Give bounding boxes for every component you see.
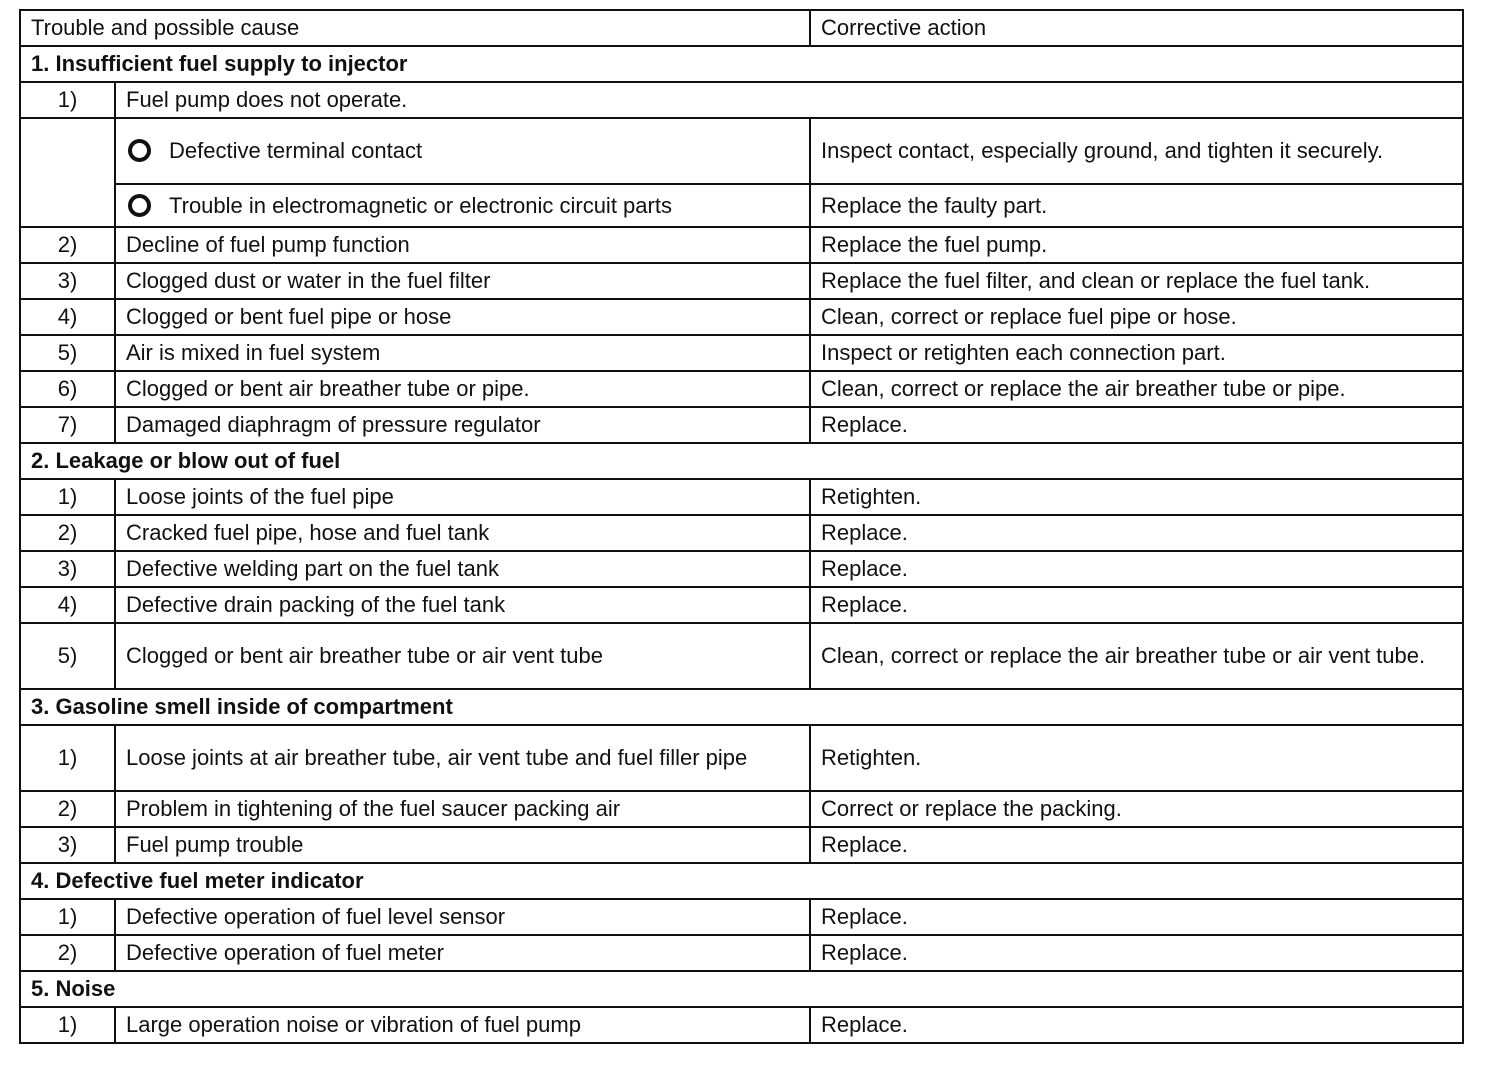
table-row bbox=[20, 479, 1463, 515]
item-cause: Problem in tightening of the fuel saucer packing air bbox=[115, 791, 810, 827]
table-row bbox=[20, 263, 1463, 299]
item-action: Clean, correct or replace fuel pipe or hose. bbox=[810, 299, 1463, 335]
table-row bbox=[20, 827, 1463, 863]
table-row bbox=[20, 299, 1463, 335]
sub-item-cause bbox=[115, 118, 810, 184]
section-title: 1. Insufficient fuel supply to injector bbox=[20, 46, 1463, 82]
table-row bbox=[20, 371, 1463, 407]
troubleshooting-table bbox=[19, 9, 1464, 1044]
item-cause: Air is mixed in fuel system bbox=[115, 335, 810, 371]
item-action: Replace. bbox=[810, 827, 1463, 863]
item-cause: Clogged or bent fuel pipe or hose bbox=[115, 299, 810, 335]
item-cause: Defective operation of fuel meter bbox=[115, 935, 810, 971]
sub-item-cause-text: Trouble in electromagnetic or electronic circuit parts bbox=[169, 192, 672, 218]
section-row bbox=[20, 863, 1463, 899]
section-title: 5. Noise bbox=[20, 971, 1463, 1007]
item-cause: Defective operation of fuel level sensor bbox=[115, 899, 810, 935]
table-row bbox=[20, 935, 1463, 971]
item-action: Replace. bbox=[810, 551, 1463, 587]
table-header-row bbox=[20, 10, 1463, 46]
item-action: Replace. bbox=[810, 407, 1463, 443]
empty-number-cell bbox=[20, 118, 115, 227]
item-number: 3) bbox=[20, 827, 115, 863]
item-action: Inspect contact, especially ground, and tighten it securely. bbox=[810, 118, 1463, 184]
item-number: 7) bbox=[20, 407, 115, 443]
item-action: Retighten. bbox=[810, 479, 1463, 515]
item-action: Correct or replace the packing. bbox=[810, 791, 1463, 827]
item-action: Replace. bbox=[810, 515, 1463, 551]
table-row bbox=[20, 791, 1463, 827]
item-number: 2) bbox=[20, 227, 115, 263]
table-row bbox=[20, 335, 1463, 371]
item-action: Replace the faulty part. bbox=[810, 184, 1463, 227]
item-number: 2) bbox=[20, 935, 115, 971]
item-cause: Damaged diaphragm of pressure regulator bbox=[115, 407, 810, 443]
table-row bbox=[20, 515, 1463, 551]
item-number: 1) bbox=[20, 899, 115, 935]
item-number: 1) bbox=[20, 82, 115, 118]
item-action: Replace. bbox=[810, 899, 1463, 935]
table-row bbox=[20, 587, 1463, 623]
item-action: Replace. bbox=[810, 935, 1463, 971]
item-action: Clean, correct or replace the air breather tube or air vent tube. bbox=[810, 623, 1463, 689]
sub-item-cause bbox=[115, 184, 810, 227]
section-row bbox=[20, 689, 1463, 725]
item-cause: Loose joints of the fuel pipe bbox=[115, 479, 810, 515]
item-cause: Decline of fuel pump function bbox=[115, 227, 810, 263]
item-number: 1) bbox=[20, 1007, 115, 1043]
item-action: Clean, correct or replace the air breather tube or pipe. bbox=[810, 371, 1463, 407]
section-title: 4. Defective fuel meter indicator bbox=[20, 863, 1463, 899]
circle-bullet-icon bbox=[128, 139, 151, 162]
item-number: 2) bbox=[20, 791, 115, 827]
table-row bbox=[20, 82, 1463, 118]
item-number: 2) bbox=[20, 515, 115, 551]
item-cause: Clogged or bent air breather tube or pipe. bbox=[115, 371, 810, 407]
section-title: 2. Leakage or blow out of fuel bbox=[20, 443, 1463, 479]
item-cause: Large operation noise or vibration of fuel pump bbox=[115, 1007, 810, 1043]
item-cause: Fuel pump does not operate. bbox=[115, 82, 1463, 118]
header-action: Corrective action bbox=[810, 10, 1463, 46]
item-number: 1) bbox=[20, 725, 115, 791]
table-row bbox=[20, 118, 1463, 184]
section-row bbox=[20, 443, 1463, 479]
table-row bbox=[20, 725, 1463, 791]
item-cause: Defective welding part on the fuel tank bbox=[115, 551, 810, 587]
item-action: Replace. bbox=[810, 1007, 1463, 1043]
item-cause: Clogged dust or water in the fuel filter bbox=[115, 263, 810, 299]
circle-bullet-icon bbox=[128, 194, 151, 217]
item-number: 4) bbox=[20, 587, 115, 623]
item-number: 3) bbox=[20, 263, 115, 299]
item-cause: Fuel pump trouble bbox=[115, 827, 810, 863]
item-action: Inspect or retighten each connection part. bbox=[810, 335, 1463, 371]
table-row bbox=[20, 623, 1463, 689]
table-row bbox=[20, 407, 1463, 443]
item-number: 5) bbox=[20, 623, 115, 689]
item-action: Replace the fuel pump. bbox=[810, 227, 1463, 263]
item-cause: Loose joints at air breather tube, air vent tube and fuel filler pipe bbox=[115, 725, 810, 791]
table-row bbox=[20, 227, 1463, 263]
header-cause: Trouble and possible cause bbox=[20, 10, 810, 46]
sub-item-cause-text: Defective terminal contact bbox=[169, 138, 423, 163]
item-number: 4) bbox=[20, 299, 115, 335]
item-action: Retighten. bbox=[810, 725, 1463, 791]
section-row bbox=[20, 971, 1463, 1007]
item-action: Replace. bbox=[810, 587, 1463, 623]
item-cause: Defective drain packing of the fuel tank bbox=[115, 587, 810, 623]
table-row bbox=[20, 184, 1463, 227]
item-action: Replace the fuel filter, and clean or replace the fuel tank. bbox=[810, 263, 1463, 299]
item-cause: Clogged or bent air breather tube or air vent tube bbox=[115, 623, 810, 689]
item-number: 5) bbox=[20, 335, 115, 371]
item-number: 1) bbox=[20, 479, 115, 515]
table-row bbox=[20, 551, 1463, 587]
item-cause: Cracked fuel pipe, hose and fuel tank bbox=[115, 515, 810, 551]
item-number: 6) bbox=[20, 371, 115, 407]
table-row bbox=[20, 899, 1463, 935]
section-row bbox=[20, 46, 1463, 82]
item-number: 3) bbox=[20, 551, 115, 587]
section-title: 3. Gasoline smell inside of compartment bbox=[20, 689, 1463, 725]
table-row bbox=[20, 1007, 1463, 1043]
